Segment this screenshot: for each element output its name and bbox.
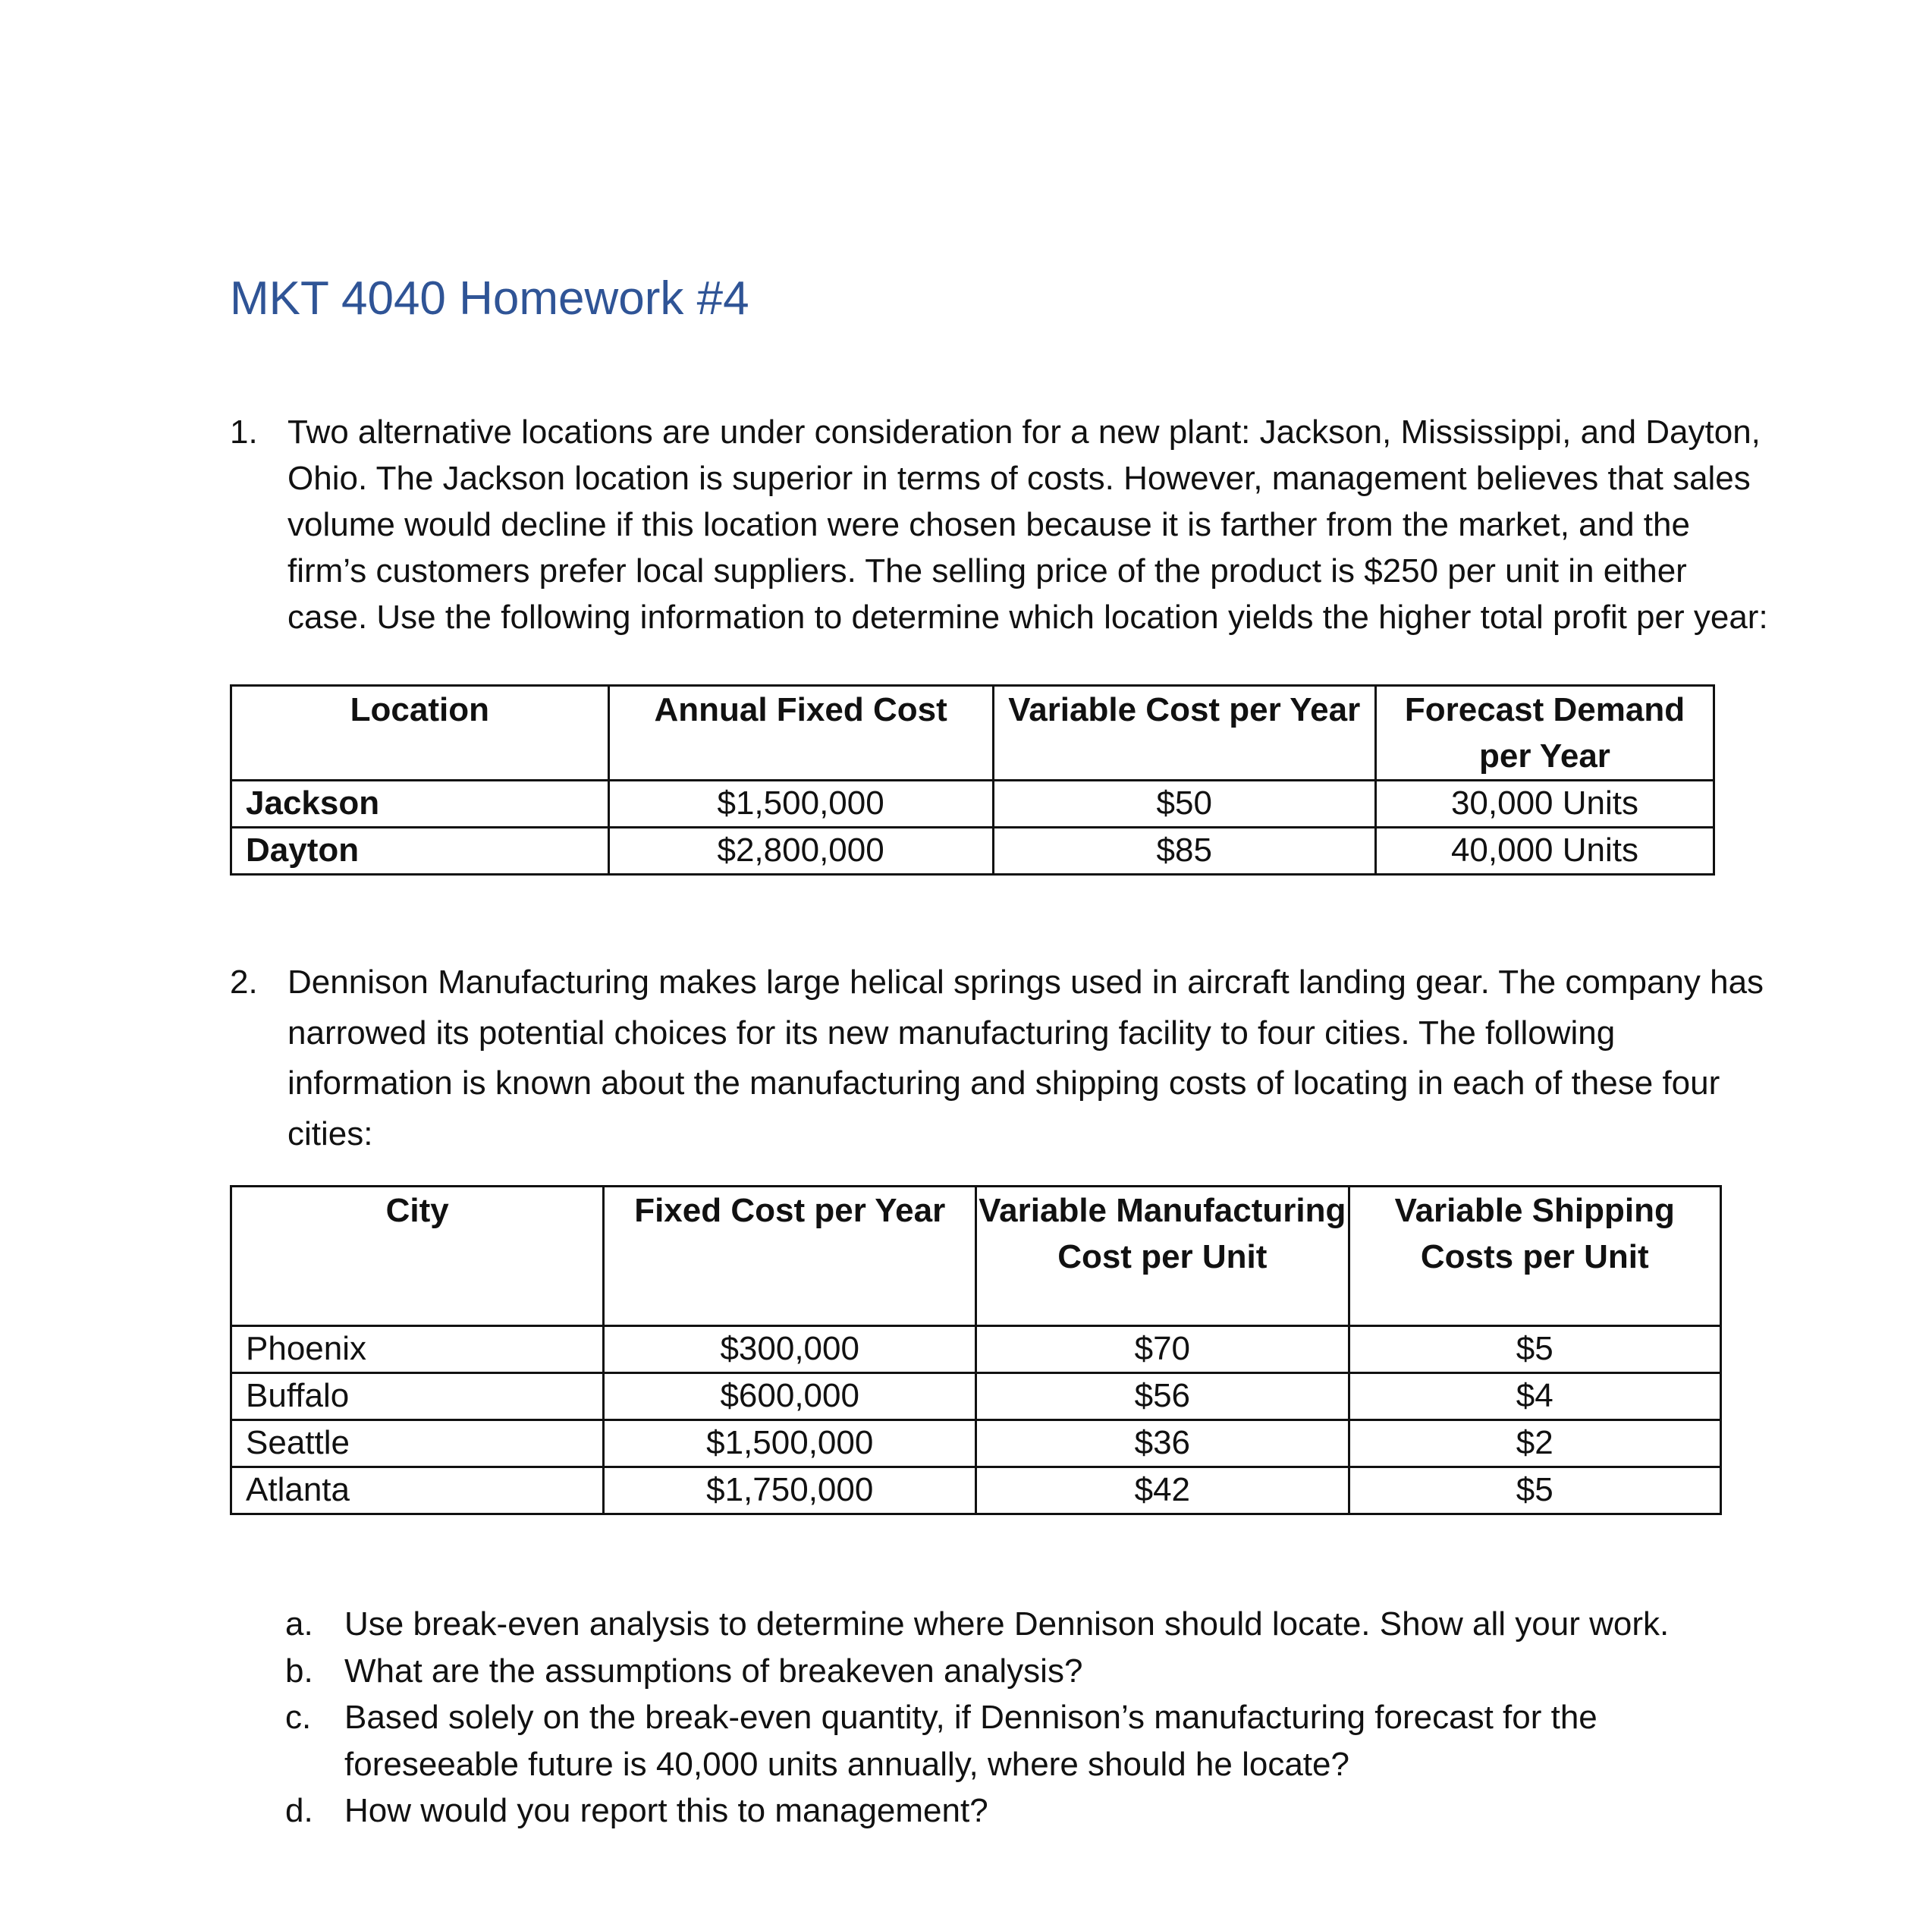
variable-cost: $50 (993, 781, 1375, 828)
question-2-text: Dennison Manufacturing makes large helical springs used in aircraft landing gear. The company has narrowed its potential choices for its new manufacturing facility to four cities. The following information is known about the manufacturing and shipping costs of locating in each of these four cities: (287, 964, 1764, 1152)
subquestion-text: Use break-even analysis to determine where Dennison should locate. Show all your work. (344, 1605, 1670, 1643)
column-header-variable-manufacturing-cost: Variable Manufacturing Cost per Unit (976, 1187, 1349, 1326)
city-name: Seattle (231, 1420, 604, 1467)
question-1-number: 1. (230, 413, 258, 451)
subquestion-d (285, 1787, 1726, 1835)
subquestion-letter: b. (285, 1652, 313, 1690)
column-header-location: Location (231, 686, 609, 781)
table-header-row (231, 686, 1714, 781)
subquestion-a (285, 1601, 1726, 1648)
column-header-variable-cost: Variable Cost per Year (993, 686, 1375, 781)
subquestion-text: Based solely on the break-even quantity, if Dennison’s manufacturing forecast for the foreseeable future is 40,000 units annually, where should he locate? (344, 1699, 1597, 1783)
column-header-variable-shipping-costs: Variable Shipping Costs per Unit (1349, 1187, 1720, 1326)
city-cost-table (230, 1185, 1722, 1515)
table-row (231, 828, 1714, 875)
variable-shipping-cost: $4 (1349, 1373, 1720, 1420)
variable-cost: $85 (993, 828, 1375, 875)
variable-manufacturing-cost: $56 (976, 1373, 1349, 1420)
subquestion-letter: a. (285, 1605, 313, 1643)
variable-shipping-cost: $2 (1349, 1420, 1720, 1467)
column-header-forecast-demand: Forecast Demand per Year (1375, 686, 1714, 781)
city-name: Phoenix (231, 1326, 604, 1373)
subquestion-list (285, 1601, 1726, 1835)
variable-manufacturing-cost: $70 (976, 1326, 1349, 1373)
city-name: Buffalo (231, 1373, 604, 1420)
location-name: Jackson (231, 781, 609, 828)
city-name: Atlanta (231, 1467, 604, 1514)
subquestion-letter: c. (285, 1699, 312, 1736)
question-2-number: 2. (230, 964, 258, 1001)
subquestion-b (285, 1648, 1726, 1695)
subquestion-c (285, 1694, 1726, 1787)
column-header-annual-fixed-cost: Annual Fixed Cost (608, 686, 993, 781)
fixed-cost: $1,750,000 (604, 1467, 976, 1514)
page-title: MKT 4040 Homework #4 (230, 272, 749, 325)
table-row (231, 1420, 1721, 1467)
column-header-city: City (231, 1187, 604, 1326)
table-header-row (231, 1187, 1721, 1326)
forecast-demand: 40,000 Units (1375, 828, 1714, 875)
fixed-cost: $600,000 (604, 1373, 976, 1420)
subquestion-text: How would you report this to management? (344, 1792, 988, 1829)
table-row (231, 781, 1714, 828)
fixed-cost: $1,500,000 (604, 1420, 976, 1467)
annual-fixed-cost: $1,500,000 (608, 781, 993, 828)
variable-shipping-cost: $5 (1349, 1467, 1720, 1514)
variable-shipping-cost: $5 (1349, 1326, 1720, 1373)
fixed-cost: $300,000 (604, 1326, 976, 1373)
forecast-demand: 30,000 Units (1375, 781, 1714, 828)
question-1-text: Two alternative locations are under consideration for a new plant: Jackson, Mississippi, and Dayton, Ohio. The Jackson location is superior in terms of costs. However, management believes that sales volume would decline if this location were chosen because it is farther from the market, and the firm’s customers prefer local suppliers. The selling price of the product is $250 per unit in either case. Use the following information to determine which location yields the higher total profit per year: (287, 413, 1768, 636)
column-header-fixed-cost: Fixed Cost per Year (604, 1187, 976, 1326)
table-row (231, 1467, 1721, 1514)
location-cost-table (230, 684, 1715, 876)
location-name: Dayton (231, 828, 609, 875)
annual-fixed-cost: $2,800,000 (608, 828, 993, 875)
subquestion-letter: d. (285, 1792, 313, 1829)
variable-manufacturing-cost: $36 (976, 1420, 1349, 1467)
variable-manufacturing-cost: $42 (976, 1467, 1349, 1514)
subquestion-text: What are the assumptions of breakeven analysis? (344, 1652, 1083, 1690)
table-row (231, 1373, 1721, 1420)
table-row (231, 1326, 1721, 1373)
